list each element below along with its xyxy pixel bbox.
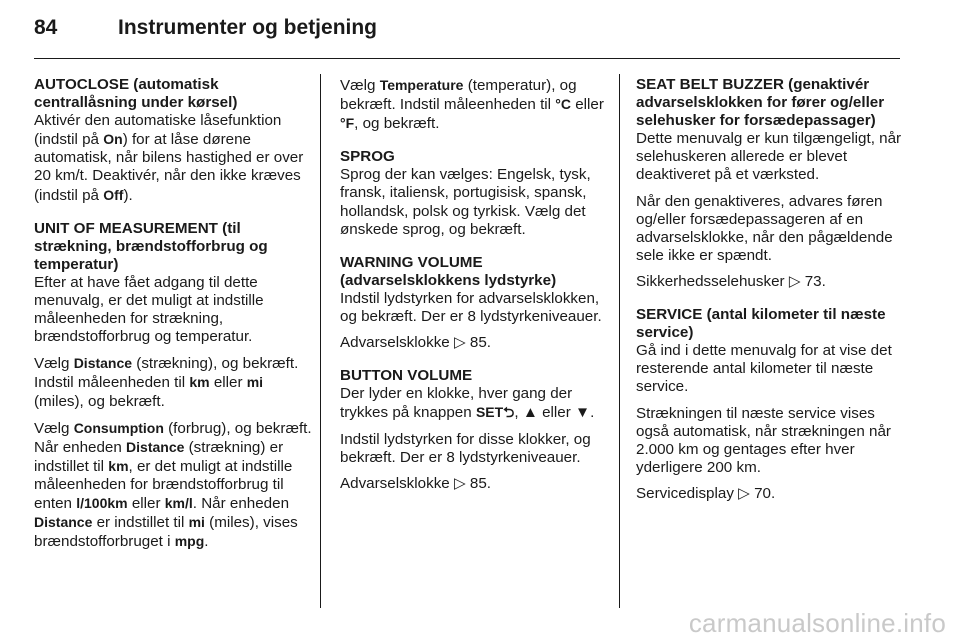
section-unit-of-measurement xyxy=(34,220,312,552)
text-run: . xyxy=(204,533,209,551)
menu-term: °C xyxy=(555,96,571,113)
text-run: Vælg xyxy=(340,77,380,94)
xref-page: 70. xyxy=(754,484,776,502)
column-3 xyxy=(636,76,904,511)
text-run: er indstillet til xyxy=(92,514,189,532)
up-arrow-icon: ▲ xyxy=(522,404,538,422)
paragraph: Dette menuvalg er kun tilgængeligt, når selehuskeren allerede er blevet deaktiveret på et værksted. xyxy=(636,130,902,184)
menu-term: Consumption xyxy=(73,419,164,436)
section-warning-volume xyxy=(340,254,606,352)
text-run: , er det muligt at indstille måleenheden for brændstofforbrug til enten xyxy=(34,457,293,512)
text-run: . xyxy=(590,404,595,422)
paragraph: Strækningen til næste service vises også automatisk, når strækningen når 2.000 km og gentages efter hver yderligere 200 km. xyxy=(636,404,891,476)
page-number: 84 xyxy=(34,16,58,39)
text-run: (forbrug), og bekræft. Når enheden xyxy=(34,419,312,456)
column-divider-2 xyxy=(619,74,620,608)
section-service xyxy=(636,306,904,503)
cross-reference[interactable] xyxy=(340,334,606,352)
paragraph: Sprog der kan vælges: Engelsk, tysk, fransk, italiensk, portugisisk, spansk, hollandsk, polsk og tyrkisk. Vælg det ønskede sprog, og bekræft. xyxy=(340,166,591,238)
paragraph xyxy=(34,419,312,552)
menu-term: °F xyxy=(340,115,355,132)
text-run: . Når enheden xyxy=(192,494,290,512)
column-2 xyxy=(340,76,606,501)
paragraph: Gå ind i dette menuvalg for at vise det resterende antal kilometer til næste service. xyxy=(636,342,892,396)
text-run: Aktivér den automatiske låsefunktion (indstil på xyxy=(34,112,282,149)
section-heading: SERVICE (antal kilometer til næste service) xyxy=(636,306,886,342)
cross-reference[interactable] xyxy=(636,273,904,291)
cross-reference[interactable] xyxy=(340,475,606,493)
section-button-volume xyxy=(340,367,606,493)
cross-reference[interactable] xyxy=(636,485,904,503)
xref-page: 73. xyxy=(804,272,826,290)
section-seat-belt-buzzer xyxy=(636,76,904,291)
text-run: (miles), og bekræft. xyxy=(34,392,165,410)
xref-label: Advarselsklokke xyxy=(340,334,450,352)
text-run: (strækning) er indstillet til xyxy=(34,438,284,475)
page-title: Instrumenter og betjening xyxy=(118,16,378,39)
paragraph xyxy=(34,112,312,204)
text-run: , xyxy=(514,404,523,422)
text-run: eller xyxy=(571,96,604,114)
xref-arrow-icon: ▷ xyxy=(453,334,466,352)
xref-arrow-icon: ▷ xyxy=(788,272,801,290)
menu-term: SET xyxy=(475,404,504,421)
text-run: Vælg xyxy=(34,355,74,373)
menu-term: mpg xyxy=(174,533,205,550)
section-autoclose xyxy=(34,76,312,205)
menu-term: On xyxy=(103,131,123,148)
text-run: Vælg xyxy=(34,419,74,437)
column-divider-1 xyxy=(320,74,321,608)
xref-arrow-icon: ▷ xyxy=(738,484,750,502)
section-heading: UNIT OF MEASUREMENT (til strækning, brændstofforbrug og temperatur) xyxy=(34,219,268,273)
xref-page: 85. xyxy=(469,474,492,492)
text-run: (strækning), og bekræft. Indstil måleenheden til xyxy=(34,355,299,392)
menu-term: mi xyxy=(188,514,205,531)
section-heading: WARNING VOLUME (advarselsklokkens lydstyrke) xyxy=(340,253,557,289)
menu-term: Off xyxy=(103,186,124,203)
text-run: eller xyxy=(209,374,247,392)
menu-term: Distance xyxy=(34,514,93,531)
section-temperature xyxy=(340,76,606,133)
column-1 xyxy=(34,76,312,560)
menu-term: l/100km xyxy=(76,494,128,511)
text-run: eller xyxy=(537,404,576,422)
text-run: Der lyder en klokke, hver gang der trykkes på knappen xyxy=(340,385,573,422)
menu-term: km/l xyxy=(164,494,193,511)
text-run: eller xyxy=(127,494,165,512)
text-run: (miles), vises brændstofforbruget i xyxy=(34,514,298,551)
text-run: ) for at låse dørene automatisk, når bilens hastighed er over 20 km/t. Deaktivér, når den ikke kræves (indstil på xyxy=(34,131,304,204)
paragraph: Når den genaktiveres, advares føren og/eller forsædepassageren af en advarselsklokke, når den pågældende sele ikke er spændt. xyxy=(636,192,893,264)
menu-term: Temperature xyxy=(379,77,464,93)
text-run: ). xyxy=(123,186,133,204)
menu-term: km xyxy=(108,457,129,474)
watermark: carmanualsonline.info xyxy=(688,608,946,638)
down-arrow-icon: ▼ xyxy=(575,404,591,422)
paragraph xyxy=(340,385,606,422)
menu-term: Distance xyxy=(126,438,185,455)
paragraph: Indstil lydstyrken for advarselsklokken, og bekræft. Der er 8 lydstyrkeniveauer. xyxy=(340,289,602,326)
xref-label: Servicedisplay xyxy=(636,484,734,502)
paragraph xyxy=(34,354,312,410)
section-heading: SEAT BELT BUZZER (genaktivér advarselsklokken for fører og/eller selehusker for forsædepassager) xyxy=(636,76,885,130)
text-run: (temperatur), og bekræft. Indstil måleenheden til xyxy=(340,77,577,114)
section-heading: SPROG xyxy=(340,148,395,166)
section-heading: BUTTON VOLUME xyxy=(340,367,473,385)
xref-label: Advarselsklokke xyxy=(340,474,450,492)
header-rule xyxy=(34,58,900,59)
section-heading: AUTOCLOSE (automatisk centrallåsning under kørsel) xyxy=(34,76,238,112)
menu-term: Distance xyxy=(73,355,133,372)
xref-label: Sikkerhedsselehusker xyxy=(636,272,785,290)
paragraph: Indstil lydstyrken for disse klokker, og bekræft. Der er 8 lydstyrkeniveauer. xyxy=(340,430,591,466)
menu-term: mi xyxy=(246,374,264,391)
menu-term: km xyxy=(189,374,210,391)
text-run: , og bekræft. xyxy=(354,115,440,133)
xref-page: 85. xyxy=(469,334,492,352)
section-sprog xyxy=(340,148,606,238)
xref-arrow-icon: ▷ xyxy=(453,474,466,492)
return-arrow-icon: ⮌ xyxy=(503,404,515,421)
paragraph: Efter at have fået adgang til dette menuvalg, er det muligt at indstille måleenheden for strækning, brændstofforbrug og temperatur. xyxy=(34,273,264,346)
paragraph xyxy=(340,76,606,133)
